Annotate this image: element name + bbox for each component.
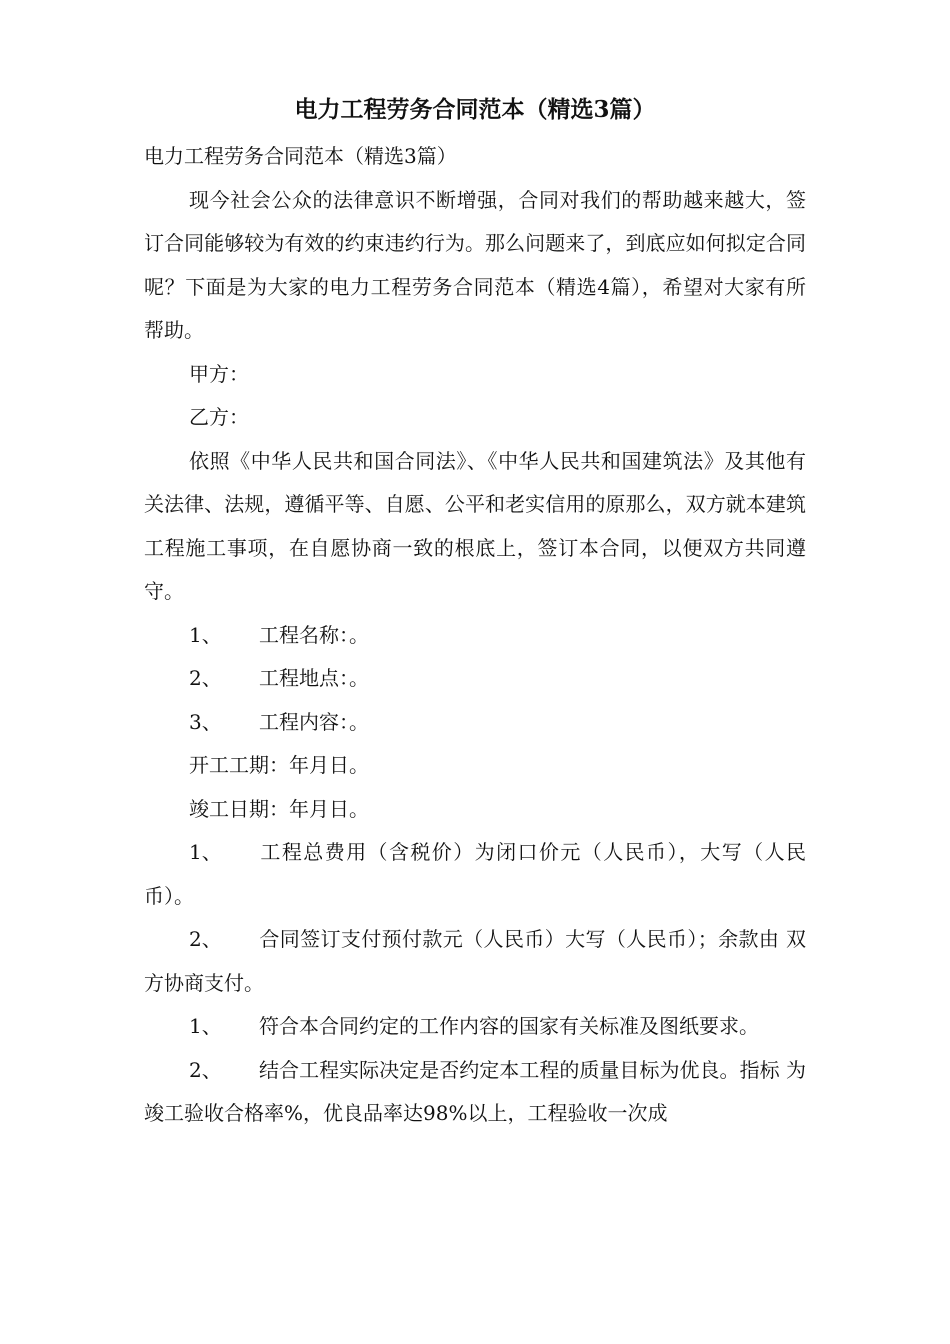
item-number: 1、 [189, 1014, 222, 1038]
party-a-line: 甲方： [189, 361, 249, 386]
quality-item [144, 1049, 806, 1136]
quality-item [144, 1005, 806, 1049]
project-item [144, 614, 806, 658]
item-text: 工程名称：。 [259, 622, 369, 647]
item-number: 2、 [189, 666, 222, 690]
basis-paragraph: 依照《中华人民共和国合同法》、《中华人民共和国建筑法》及其他有关法律、法规，遵循平等、自愿、公平和老实信用的原那么，双方就本建筑工程施工事项，在自愿协商一致的根底上，签订本合同，以便双方共同遵守。 [144, 448, 806, 603]
document-title: 电力工程劳务合同范本（精选3篇） [294, 96, 656, 123]
start-date-line: 开工工期：年月日。 [189, 753, 369, 777]
intro-paragraph: 现今社会公众的法律意识不断增强，合同对我们的帮助越来越大，签订合同能够较为有效的约束违约行为。那么问题来了，到底应如何拟定合同呢？下面是为大家的电力工程劳务合同范本（精选4篇），希望对大家有所帮助。 [144, 187, 806, 342]
item-number: 2、 [189, 927, 222, 951]
project-item [144, 657, 806, 701]
party-b-line: 乙方： [189, 405, 249, 429]
item-number: 3、 [189, 709, 222, 734]
item-text: 结合工程实际决定是否约定本工程的质量目标为优良。指标 为竣工验收合格率%，优良品率达98%以上，工程验收一次成 [144, 1057, 806, 1125]
item-number: 1、 [189, 840, 222, 864]
item-text: 工程地点：。 [259, 666, 369, 690]
item-number: 1、 [189, 622, 222, 647]
item-text: 工程内容：。 [259, 709, 369, 734]
item-text: 合同签订支付预付款元（人民币）大写（人民币）；余款由 双方协商支付。 [144, 927, 806, 995]
item-text: 工程总费用（含税价）为闭口价元（人民币），大写（人民 币）。 [144, 840, 806, 908]
payment-item [144, 918, 806, 1005]
document-body [144, 135, 806, 1136]
item-number: 2、 [189, 1057, 222, 1082]
item-text: 符合本合同约定的工作内容的国家有关标准及图纸要求。 [259, 1014, 759, 1038]
end-date-line: 竣工日期：年月日。 [189, 796, 369, 821]
payment-item [144, 831, 806, 918]
project-item [144, 701, 806, 745]
document-subtitle: 电力工程劳务合同范本（精选3篇） [144, 144, 457, 168]
